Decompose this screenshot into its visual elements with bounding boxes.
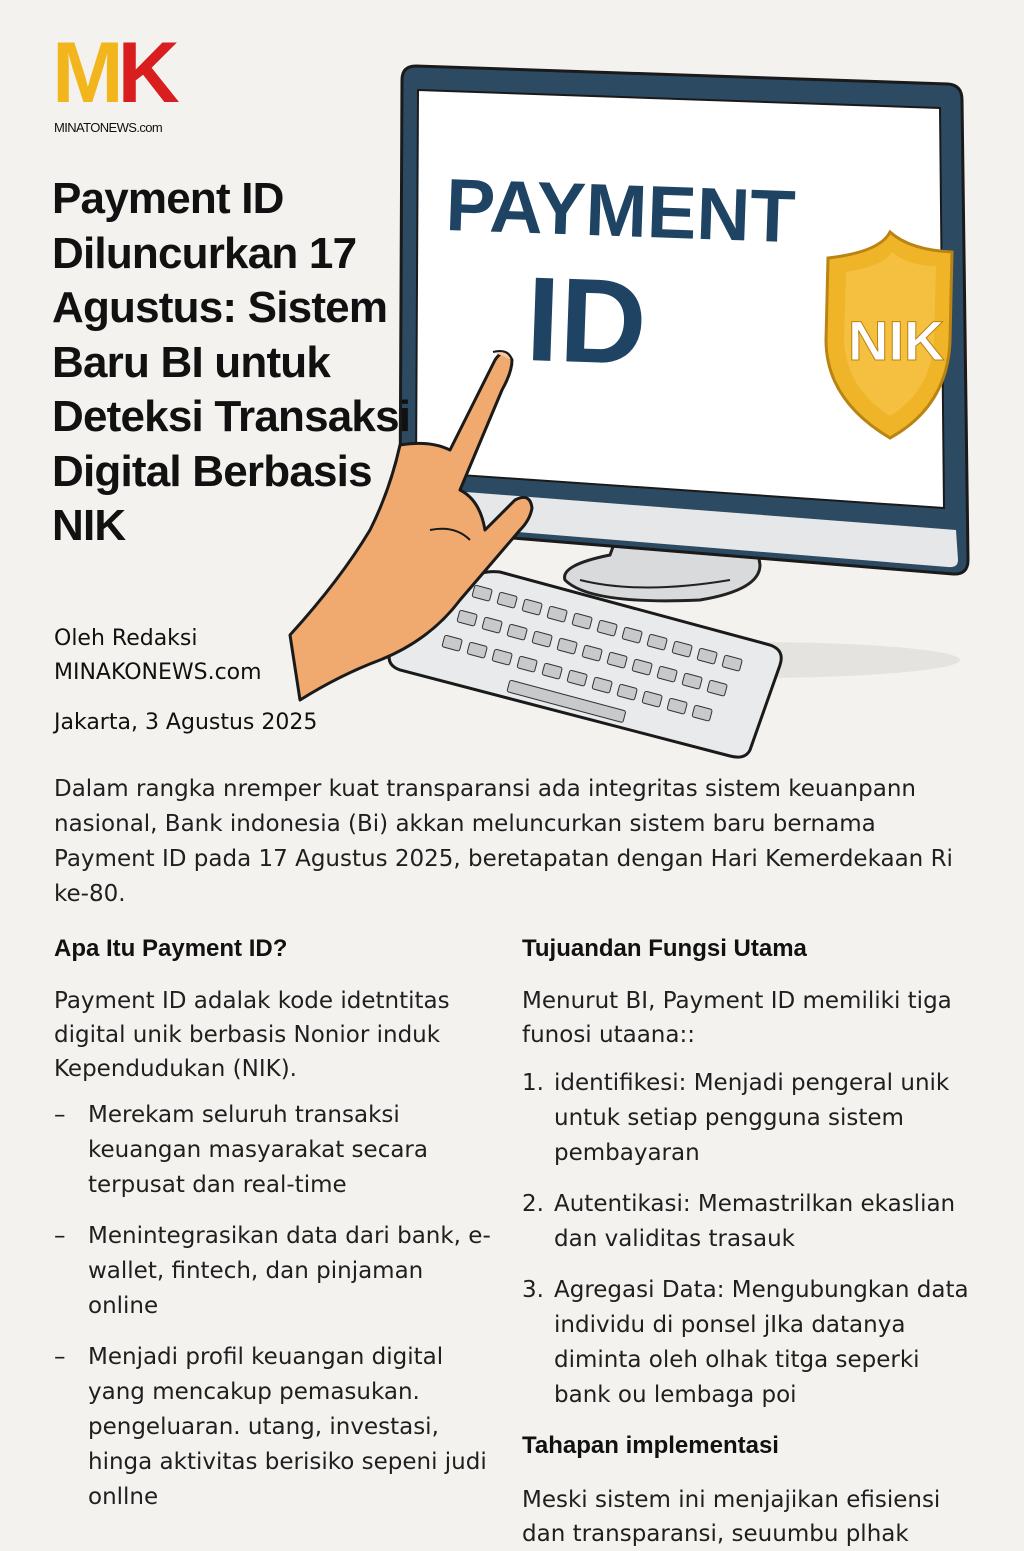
item-text: Autentikasi: Memastrilkan ekaslian dan validitas trasauk (554, 1191, 956, 1252)
bullet-item: – Menjadi profil keuangan digital yang mencakup pemasukan. pengeluaran. utang, investasi, hinga aktivitas berisiko sepeni judi onllne (54, 1340, 494, 1515)
bullet-list (54, 1098, 494, 1515)
numbered-item (522, 1066, 982, 1171)
bullet-item: – Menintegrasikan data dari bank, e-wallet, fintech, dan pinjaman online (54, 1219, 494, 1324)
screen-text-id: ID (524, 252, 649, 391)
item-text: Agregasi Data: Mengubungkan data individu di ponsel jIka datanya diminta oleh olhak titga seperki bank ou lembaga poi (554, 1277, 969, 1408)
section-paragraph-what-is: Payment ID adalak kode idetntitas digital unik berbasis Nonior induk Kependudukan (NIK). (54, 988, 450, 1082)
numbered-list (522, 1066, 982, 1413)
section-paragraph-purpose: Menurut BI, Payment ID memiliki tiga funosi utaana:: (522, 988, 952, 1048)
numbered-item (522, 1187, 982, 1257)
byline-author: Oleh Redaksi (54, 626, 198, 651)
numbered-item (522, 1273, 982, 1413)
screen-text-payment: PAYMENT (444, 163, 797, 259)
item-text: identifikesi: Menjadi pengeral unik untuk setiap pengguna sistem pembayaran (554, 1070, 950, 1166)
byline-outlet: MINAKONEWS.com (54, 660, 262, 685)
section-heading-implementation: Tahapan implementasi (522, 1432, 779, 1459)
item-number: 2. (522, 1191, 544, 1217)
byline (54, 622, 262, 690)
bullet-item: – Merekam seluruh transaksi keuangan masyarakat secara terpusat dan real-time (54, 1098, 494, 1203)
brand-tagline: MINATONEWS.com (54, 120, 163, 135)
section-heading-purpose: Tujuandan Fungsi Utama (522, 935, 807, 962)
shield-text: NIK (848, 309, 945, 372)
section-heading-what-is: Apa Itu Payment ID? (54, 935, 288, 962)
item-number: 3. (522, 1277, 544, 1303)
intro-paragraph: Dalam rangka nremper kuat transparansi ada integritas sistem keuanpann nasional, Bank indonesia (Bi) akkan meluncurkan sistem baru bernama Payment ID pada 17 Agustus 2025, beretapatan dengan Hari Kemerdekaan Ri ke-80. (54, 776, 953, 907)
logo-letter-k: K (117, 25, 174, 121)
dateline: Jakarta, 3 Agustus 2025 (54, 710, 318, 735)
logo-letter-m: M (52, 25, 118, 121)
item-number: 1. (522, 1070, 544, 1096)
logo-mark (52, 25, 174, 121)
right-column (522, 932, 982, 1551)
section-paragraph-implementation: Meski sistem ini menjajikan efisiensi dan transparansi, seuumbu plhak (522, 1487, 941, 1547)
left-column (54, 932, 494, 1531)
headline: Payment ID Diluncurkan 17 Agustus: Sistem Baru BI untuk Deteksi Transaksi Digital Berbasis NIK (52, 174, 411, 550)
